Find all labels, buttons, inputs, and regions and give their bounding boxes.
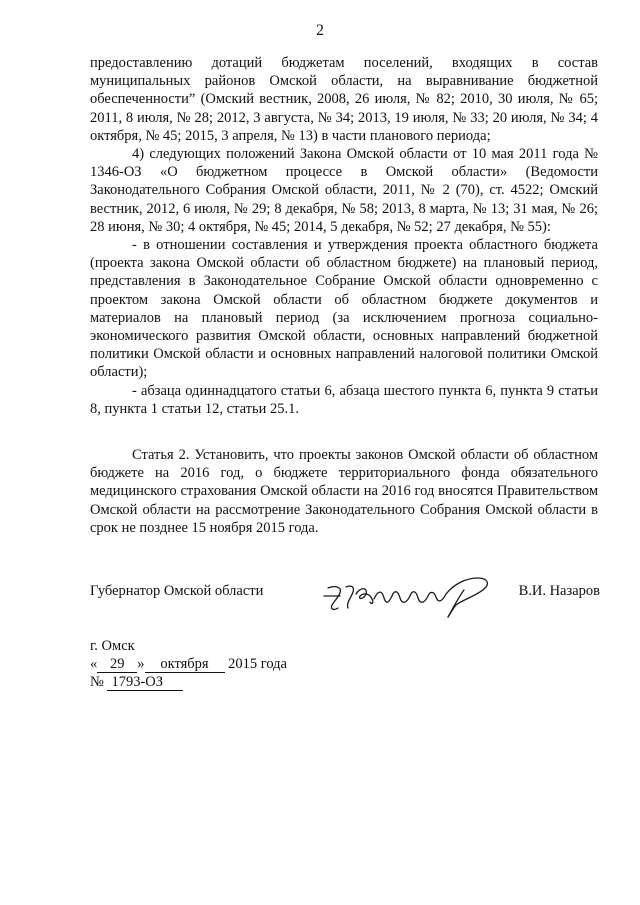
handwritten-signature	[320, 572, 495, 618]
paragraph-subitem-planning: - в отношении составления и утверждения проекта областного бюджета (проекта закона Омской области об областном бюджете) на плановый период, представления в Законодательное Собрание Омской области одновременно с проектом закона Омской области об областном бюджете документов и материалов на плановый период (за исключением прогноза социально-экономического развития Омской области, основных направлений бюджетной политики Омской области и основных направлений налоговой политики Омской области);	[90, 237, 598, 381]
city-line: г. Омск	[90, 638, 135, 654]
date-close-quote: »	[137, 656, 145, 672]
date-day: 29	[97, 656, 137, 673]
paragraph-subitem-articles: - абзаца одиннадцатого статьи 6, абзаца шестого пункта 6, пункта 9 статьи 8, пункта 1 статьи 12, статьи 25.1.	[90, 382, 598, 417]
law-number: 1793-ОЗ	[107, 674, 183, 691]
paragraph-continuation: предоставлению дотаций бюджетам поселений, входящих в состав муниципальных районов Омской области, на выравнивание бюджетной обеспеченности” (Омский вестник, 2008, 26 июля, № 82; 2010, 30 июля, № 65; 2011, 8 июля, № 28; 2012, 3 августа, № 34; 2013, 19 июля, № 33; 20 июля, № 34; 4 октября, № 45; 2015, 3 апреля, № 13) в части планового периода;	[90, 55, 598, 144]
law-number-prefix: №	[90, 674, 104, 690]
governor-name: В.И. Назаров	[518, 583, 600, 599]
date-year: 2015 года	[228, 656, 287, 672]
paragraph-item-4: 4) следующих положений Закона Омской области от 10 мая 2011 года № 1346-ОЗ «О бюджетном процессе в Омской области» (Ведомости Законодательного Собрания Омской области, 2011, № 2 (70), ст. 4522; Омский вестник, 2012, 6 июля, № 29; 8 декабря, № 58; 2013, 8 марта, № 13; 31 мая, № 26; 28 июня, № 30; 4 октября, № 45; 2014, 5 декабря, № 52; 27 декабря, № 55):	[90, 146, 598, 235]
date-open-quote: «	[90, 656, 98, 672]
document-meta	[90, 637, 287, 691]
law-number-line	[90, 673, 287, 691]
date-line	[90, 655, 287, 673]
page-number: 2	[316, 22, 324, 39]
signature-block	[90, 572, 600, 618]
governor-title: Губернатор Омской области	[90, 583, 264, 599]
date-month: октября	[145, 656, 225, 673]
document-body	[90, 54, 598, 537]
paragraph-article-2: Статья 2. Установить, что проекты законов Омской области об областном бюджете на 2016 год, о бюджете территориального фонда обязательного медицинского страхования Омской области на 2016 год вносятся Правительством Омской области на рассмотрение Законодательного Собрания Омской области в срок не позднее 15 ноября 2015 года.	[90, 447, 598, 536]
